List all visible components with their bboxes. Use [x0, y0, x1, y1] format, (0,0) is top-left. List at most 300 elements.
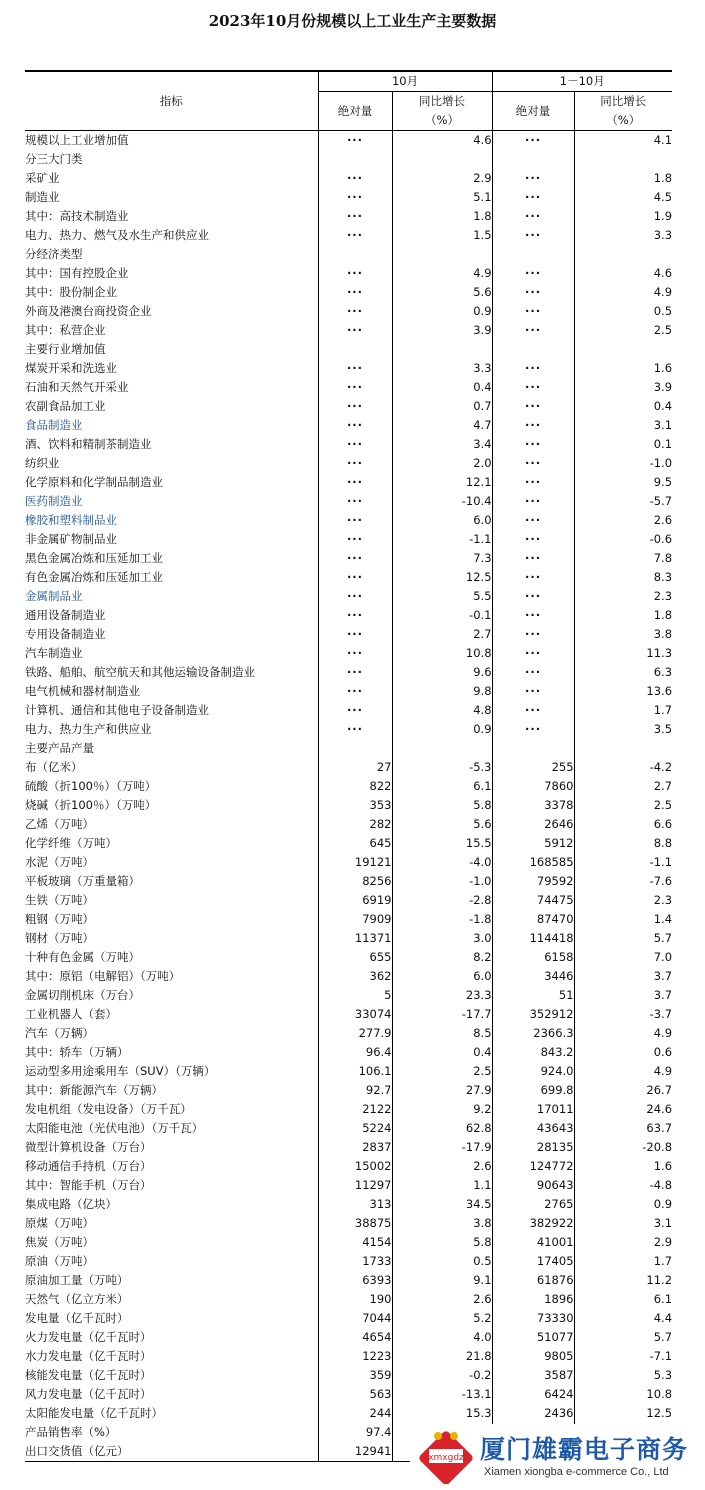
- watermark: [410, 1424, 705, 1490]
- table-row: [25, 834, 672, 853]
- month-yoy-cell: 4.8: [392, 701, 492, 720]
- month-absolute-cell: 359: [318, 1366, 392, 1385]
- month-yoy-cell: 4.6: [392, 131, 492, 151]
- month-absolute-cell: 27: [318, 758, 392, 777]
- table-row: [25, 910, 672, 929]
- cumulative-yoy-cell: -3.7: [574, 1005, 672, 1024]
- table-row: [25, 378, 672, 397]
- table-row: [25, 511, 672, 530]
- cumulative-absolute-cell: 9805: [492, 1347, 574, 1366]
- row-label: 粗钢（万吨）: [25, 912, 94, 926]
- cumulative-yoy-cell: 1.8: [574, 606, 672, 625]
- month-absolute-cell: [318, 150, 392, 169]
- row-label[interactable]: 医药制造业: [25, 494, 83, 508]
- month-absolute-cell: 12941: [318, 1442, 392, 1462]
- month-yoy-cell: 3.8: [392, 1214, 492, 1233]
- table-row: [25, 283, 672, 302]
- row-label: 其中：高技术制造业: [25, 209, 129, 223]
- table-row: [25, 1366, 672, 1385]
- month-yoy-cell: 3.9: [392, 321, 492, 340]
- table-row: [25, 1347, 672, 1366]
- cumulative-yoy-cell: -7.6: [574, 872, 672, 891]
- row-label: 原油（万吨）: [25, 1254, 94, 1268]
- month-yoy-cell: 12.1: [392, 473, 492, 492]
- cumulative-absolute-cell: ···: [492, 131, 574, 151]
- row-label: 化学纤维（万吨）: [25, 836, 117, 850]
- cumulative-yoy-cell: 24.6: [574, 1100, 672, 1119]
- month-yoy-cell: 34.5: [392, 1195, 492, 1214]
- row-label: 煤炭开采和洗选业: [25, 361, 117, 375]
- cumulative-absolute-cell: [492, 739, 574, 758]
- cumulative-yoy-cell: -4.8: [574, 1176, 672, 1195]
- row-label: 生铁（万吨）: [25, 893, 94, 907]
- cumulative-yoy-cell: 11.2: [574, 1271, 672, 1290]
- table-row: [25, 1328, 672, 1347]
- row-label[interactable]: 橡胶和塑料制品业: [25, 513, 117, 527]
- cumulative-absolute-cell: [492, 340, 574, 359]
- table-row: [25, 1081, 672, 1100]
- cumulative-yoy-cell: 5.7: [574, 929, 672, 948]
- table-row: [25, 1195, 672, 1214]
- cumulative-absolute-cell: 352912: [492, 1005, 574, 1024]
- cumulative-absolute-cell: 41001: [492, 1233, 574, 1252]
- table-row: [25, 245, 672, 264]
- month-absolute-cell: 5: [318, 986, 392, 1005]
- cumulative-yoy-cell: 1.8: [574, 169, 672, 188]
- month-absolute-cell: 15002: [318, 1157, 392, 1176]
- month-yoy-cell: 4.9: [392, 264, 492, 283]
- month-absolute-cell: [318, 739, 392, 758]
- header-cumulative: 1－10月: [492, 71, 672, 92]
- cumulative-absolute-cell: ···: [492, 701, 574, 720]
- table-row: [25, 587, 672, 606]
- header-abs-cumulative: 绝对量: [492, 92, 574, 131]
- month-yoy-cell: 5.8: [392, 1233, 492, 1252]
- month-yoy-cell: -1.8: [392, 910, 492, 929]
- data-table: [25, 70, 672, 1462]
- month-yoy-cell: 2.6: [392, 1290, 492, 1309]
- cumulative-yoy-cell: -1.0: [574, 454, 672, 473]
- month-yoy-cell: 2.9: [392, 169, 492, 188]
- table-row: [25, 1404, 672, 1423]
- month-absolute-cell: 353: [318, 796, 392, 815]
- table-row: [25, 207, 672, 226]
- table-row: [25, 1385, 672, 1404]
- month-absolute-cell: ···: [318, 530, 392, 549]
- cumulative-absolute-cell: 2436: [492, 1404, 574, 1423]
- table-row: [25, 359, 672, 378]
- table-row: [25, 777, 672, 796]
- month-yoy-cell: 0.7: [392, 397, 492, 416]
- table-row: [25, 150, 672, 169]
- month-absolute-cell: 11297: [318, 1176, 392, 1195]
- row-label: 太阳能电池（光伏电池）（万千瓦）: [25, 1121, 204, 1135]
- month-absolute-cell: ···: [318, 188, 392, 207]
- row-label: 分三大门类: [25, 152, 83, 166]
- cumulative-absolute-cell: 2366.3: [492, 1024, 574, 1043]
- month-absolute-cell: 313: [318, 1195, 392, 1214]
- cumulative-yoy-cell: 6.3: [574, 663, 672, 682]
- month-absolute-cell: ···: [318, 283, 392, 302]
- month-absolute-cell: 282: [318, 815, 392, 834]
- month-absolute-cell: 4154: [318, 1233, 392, 1252]
- month-absolute-cell: 655: [318, 948, 392, 967]
- month-absolute-cell: ···: [318, 131, 392, 151]
- month-yoy-cell: -17.9: [392, 1138, 492, 1157]
- row-label: 运动型多用途乘用车（SUV）（万辆）: [25, 1064, 216, 1078]
- month-absolute-cell: 1223: [318, 1347, 392, 1366]
- cumulative-absolute-cell: 17405: [492, 1252, 574, 1271]
- table-row: [25, 568, 672, 587]
- table-row: [25, 1233, 672, 1252]
- month-yoy-cell: 9.1: [392, 1271, 492, 1290]
- table-row: [25, 1252, 672, 1271]
- table-row: [25, 435, 672, 454]
- cumulative-yoy-cell: -5.7: [574, 492, 672, 511]
- row-label: 水力发电量（亿千瓦时）: [25, 1349, 152, 1363]
- month-yoy-cell: -1.1: [392, 530, 492, 549]
- table-row: [25, 739, 672, 758]
- month-yoy-cell: 15.5: [392, 834, 492, 853]
- month-yoy-cell: 7.3: [392, 549, 492, 568]
- month-absolute-cell: [318, 340, 392, 359]
- page-title: 2023年10月份规模以上工业生产主要数据: [208, 12, 497, 30]
- cumulative-absolute-cell: ···: [492, 283, 574, 302]
- cumulative-absolute-cell: 114418: [492, 929, 574, 948]
- cumulative-yoy-cell: [574, 245, 672, 264]
- cumulative-yoy-cell: 3.5: [574, 720, 672, 739]
- cumulative-absolute-cell: ···: [492, 568, 574, 587]
- cumulative-yoy-cell: -4.2: [574, 758, 672, 777]
- month-absolute-cell: ···: [318, 568, 392, 587]
- month-yoy-cell: 62.8: [392, 1119, 492, 1138]
- month-yoy-cell: 0.5: [392, 1252, 492, 1271]
- row-label: 汽车（万辆）: [25, 1026, 94, 1040]
- month-absolute-cell: 822: [318, 777, 392, 796]
- cumulative-yoy-cell: 4.5: [574, 188, 672, 207]
- row-label: 石油和天然气开采业: [25, 380, 129, 394]
- month-absolute-cell: 2837: [318, 1138, 392, 1157]
- month-yoy-cell: 5.6: [392, 815, 492, 834]
- month-absolute-cell: 645: [318, 834, 392, 853]
- table-row: [25, 1043, 672, 1062]
- row-label: 风力发电量（亿千瓦时）: [25, 1387, 152, 1401]
- cumulative-absolute-cell: ···: [492, 663, 574, 682]
- month-yoy-cell: -5.3: [392, 758, 492, 777]
- cumulative-yoy-cell: 0.6: [574, 1043, 672, 1062]
- cumulative-yoy-cell: 3.8: [574, 625, 672, 644]
- cumulative-yoy-cell: 6.6: [574, 815, 672, 834]
- cumulative-yoy-cell: 13.6: [574, 682, 672, 701]
- cumulative-yoy-cell: 4.9: [574, 283, 672, 302]
- month-absolute-cell: [318, 245, 392, 264]
- table-row: [25, 302, 672, 321]
- table-row: [25, 701, 672, 720]
- table-row: [25, 1309, 672, 1328]
- month-yoy-cell: 2.0: [392, 454, 492, 473]
- table-row: [25, 416, 672, 435]
- cumulative-yoy-cell: 11.3: [574, 644, 672, 663]
- table-row: [25, 663, 672, 682]
- row-label: 焦炭（万吨）: [25, 1235, 94, 1249]
- row-label: 有色金属冶炼和压延加工业: [25, 570, 163, 584]
- row-label: 产品销售率（%）: [25, 1425, 117, 1439]
- month-yoy-cell: 3.3: [392, 359, 492, 378]
- row-label: 发电机组（发电设备）（万千瓦）: [25, 1102, 192, 1116]
- company-name-cn: 厦门雄霸电子商务: [480, 1435, 689, 1464]
- month-yoy-cell: 8.5: [392, 1024, 492, 1043]
- cumulative-absolute-cell: ···: [492, 207, 574, 226]
- row-label: 主要行业增加值: [25, 342, 106, 356]
- month-yoy-cell: 0.4: [392, 1043, 492, 1062]
- header-yoy-unit: （%）: [606, 113, 641, 127]
- table-row: [25, 948, 672, 967]
- cumulative-yoy-cell: 7.8: [574, 549, 672, 568]
- month-yoy-cell: 5.2: [392, 1309, 492, 1328]
- row-label: 外商及港澳台商投资企业: [25, 304, 152, 318]
- month-yoy-cell: -13.1: [392, 1385, 492, 1404]
- header-month: 10月: [318, 71, 492, 92]
- header-yoy-month: [392, 92, 492, 131]
- cumulative-yoy-cell: 4.9: [574, 1062, 672, 1081]
- company-logo: [418, 1428, 474, 1484]
- cumulative-absolute-cell: ···: [492, 378, 574, 397]
- table-row: [25, 967, 672, 986]
- cumulative-absolute-cell: 79592: [492, 872, 574, 891]
- cumulative-yoy-cell: 3.9: [574, 378, 672, 397]
- month-absolute-cell: 6393: [318, 1271, 392, 1290]
- month-yoy-cell: 3.4: [392, 435, 492, 454]
- row-label: 农副食品加工业: [25, 399, 106, 413]
- table-row: [25, 264, 672, 283]
- month-yoy-cell: 0.4: [392, 378, 492, 397]
- cumulative-yoy-cell: 12.5: [574, 1404, 672, 1423]
- row-label: 硫酸（折100％）（万吨）: [25, 779, 157, 793]
- cumulative-absolute-cell: [492, 150, 574, 169]
- month-absolute-cell: 92.7: [318, 1081, 392, 1100]
- row-label: 布（亿米）: [25, 760, 83, 774]
- month-yoy-cell: 4.7: [392, 416, 492, 435]
- month-yoy-cell: [392, 150, 492, 169]
- row-label: 其中：原铝（电解铝）（万吨）: [25, 969, 181, 983]
- cumulative-absolute-cell: ···: [492, 188, 574, 207]
- row-label: 工业机器人（套）: [25, 1007, 117, 1021]
- cumulative-yoy-cell: 4.9: [574, 1024, 672, 1043]
- cumulative-absolute-cell: ···: [492, 226, 574, 245]
- cumulative-yoy-cell: -1.1: [574, 853, 672, 872]
- month-yoy-cell: 6.1: [392, 777, 492, 796]
- row-label: 黑色金属冶炼和压延加工业: [25, 551, 163, 565]
- cumulative-absolute-cell: 1896: [492, 1290, 574, 1309]
- row-label: 核能发电量（亿千瓦时）: [25, 1368, 152, 1382]
- cumulative-yoy-cell: 2.5: [574, 321, 672, 340]
- month-absolute-cell: 244: [318, 1404, 392, 1423]
- cumulative-absolute-cell: 2646: [492, 815, 574, 834]
- month-yoy-cell: 3.0: [392, 929, 492, 948]
- cumulative-absolute-cell: ···: [492, 492, 574, 511]
- month-yoy-cell: -2.8: [392, 891, 492, 910]
- month-absolute-cell: 4654: [318, 1328, 392, 1347]
- month-yoy-cell: [392, 739, 492, 758]
- table-row: [25, 1157, 672, 1176]
- table-row: [25, 169, 672, 188]
- month-absolute-cell: ···: [318, 435, 392, 454]
- table-row: [25, 397, 672, 416]
- row-label: 太阳能发电量（亿千瓦时）: [25, 1406, 163, 1420]
- cumulative-yoy-cell: 4.4: [574, 1309, 672, 1328]
- row-label: 水泥（万吨）: [25, 855, 94, 869]
- month-absolute-cell: ···: [318, 682, 392, 701]
- month-absolute-cell: 1733: [318, 1252, 392, 1271]
- header-yoy-label: 同比增长: [419, 94, 465, 108]
- row-label[interactable]: 金属制品业: [25, 589, 83, 603]
- row-label: 火力发电量（亿千瓦时）: [25, 1330, 152, 1344]
- cumulative-absolute-cell: ···: [492, 644, 574, 663]
- table-row: [25, 1005, 672, 1024]
- row-label: 非金属矿物制品业: [25, 532, 117, 546]
- row-label: 集成电路（亿块）: [25, 1197, 117, 1211]
- month-yoy-cell: 6.0: [392, 967, 492, 986]
- month-yoy-cell: [392, 245, 492, 264]
- month-absolute-cell: ···: [318, 492, 392, 511]
- cumulative-absolute-cell: 6424: [492, 1385, 574, 1404]
- cumulative-absolute-cell: 5912: [492, 834, 574, 853]
- cumulative-absolute-cell: 3446: [492, 967, 574, 986]
- cumulative-absolute-cell: 2765: [492, 1195, 574, 1214]
- cumulative-absolute-cell: ···: [492, 511, 574, 530]
- row-label: 其中：私营企业: [25, 323, 106, 337]
- cumulative-absolute-cell: ···: [492, 530, 574, 549]
- cumulative-yoy-cell: 3.7: [574, 986, 672, 1005]
- cumulative-yoy-cell: 5.7: [574, 1328, 672, 1347]
- table-row: [25, 872, 672, 891]
- row-label: 钢材（万吨）: [25, 931, 94, 945]
- cumulative-yoy-cell: 63.7: [574, 1119, 672, 1138]
- cumulative-absolute-cell: 43643: [492, 1119, 574, 1138]
- cumulative-yoy-cell: 8.8: [574, 834, 672, 853]
- month-absolute-cell: 19121: [318, 853, 392, 872]
- month-absolute-cell: ···: [318, 207, 392, 226]
- table-row: [25, 1176, 672, 1195]
- cumulative-absolute-cell: 382922: [492, 1214, 574, 1233]
- row-label: 原油加工量（万吨）: [25, 1273, 129, 1287]
- table-row: [25, 796, 672, 815]
- cumulative-yoy-cell: 5.3: [574, 1366, 672, 1385]
- month-absolute-cell: ···: [318, 454, 392, 473]
- month-absolute-cell: ···: [318, 169, 392, 188]
- month-yoy-cell: 10.8: [392, 644, 492, 663]
- cumulative-yoy-cell: 1.7: [574, 1252, 672, 1271]
- month-yoy-cell: 5.5: [392, 587, 492, 606]
- cumulative-yoy-cell: 3.7: [574, 967, 672, 986]
- cumulative-absolute-cell: ···: [492, 549, 574, 568]
- table-row: [25, 1138, 672, 1157]
- month-yoy-cell: -1.0: [392, 872, 492, 891]
- table-row: [25, 1024, 672, 1043]
- month-absolute-cell: 563: [318, 1385, 392, 1404]
- cumulative-absolute-cell: ···: [492, 454, 574, 473]
- table-row: [25, 473, 672, 492]
- row-label: 烧碱（折100％）（万吨）: [25, 798, 157, 812]
- month-yoy-cell: 2.6: [392, 1157, 492, 1176]
- row-label: 制造业: [25, 190, 60, 204]
- month-absolute-cell: ···: [318, 663, 392, 682]
- cumulative-absolute-cell: ···: [492, 264, 574, 283]
- cumulative-absolute-cell: ···: [492, 720, 574, 739]
- month-yoy-cell: 0.9: [392, 720, 492, 739]
- month-absolute-cell: ···: [318, 321, 392, 340]
- month-yoy-cell: 9.2: [392, 1100, 492, 1119]
- month-yoy-cell: 4.0: [392, 1328, 492, 1347]
- header-yoy-cumulative: [574, 92, 672, 131]
- month-absolute-cell: 2122: [318, 1100, 392, 1119]
- month-yoy-cell: 27.9: [392, 1081, 492, 1100]
- cumulative-absolute-cell: ···: [492, 397, 574, 416]
- month-yoy-cell: 8.2: [392, 948, 492, 967]
- month-absolute-cell: ···: [318, 359, 392, 378]
- cumulative-yoy-cell: 0.1: [574, 435, 672, 454]
- cumulative-yoy-cell: 3.3: [574, 226, 672, 245]
- row-label: 酒、饮料和精制茶制造业: [25, 437, 152, 451]
- cumulative-absolute-cell: 843.2: [492, 1043, 574, 1062]
- table-row: [25, 1271, 672, 1290]
- month-absolute-cell: ···: [318, 644, 392, 663]
- cumulative-absolute-cell: 3378: [492, 796, 574, 815]
- row-label: 微型计算机设备（万台）: [25, 1140, 152, 1154]
- month-yoy-cell: 6.0: [392, 511, 492, 530]
- table-row: [25, 606, 672, 625]
- cumulative-yoy-cell: 3.1: [574, 416, 672, 435]
- month-yoy-cell: 2.5: [392, 1062, 492, 1081]
- cumulative-yoy-cell: -0.6: [574, 530, 672, 549]
- header-indicator: 指标: [25, 71, 318, 131]
- month-yoy-cell: [392, 340, 492, 359]
- cumulative-absolute-cell: ···: [492, 435, 574, 454]
- table-body: [25, 131, 672, 1462]
- month-absolute-cell: ···: [318, 397, 392, 416]
- row-label: 专用设备制造业: [25, 627, 106, 641]
- cumulative-yoy-cell: [574, 739, 672, 758]
- cumulative-yoy-cell: [574, 340, 672, 359]
- cumulative-yoy-cell: 1.6: [574, 359, 672, 378]
- table-row: [25, 1100, 672, 1119]
- month-yoy-cell: -17.7: [392, 1005, 492, 1024]
- table-row: [25, 891, 672, 910]
- cumulative-absolute-cell: 3587: [492, 1366, 574, 1385]
- row-label[interactable]: 食品制造业: [25, 418, 83, 432]
- cumulative-absolute-cell: 74475: [492, 891, 574, 910]
- row-label: 其中：智能手机（万台）: [25, 1178, 152, 1192]
- logo-text: xmxgdz: [428, 1453, 464, 1463]
- month-absolute-cell: 96.4: [318, 1043, 392, 1062]
- month-yoy-cell: 1.5: [392, 226, 492, 245]
- row-label: 十种有色金属（万吨）: [25, 950, 140, 964]
- cumulative-absolute-cell: 699.8: [492, 1081, 574, 1100]
- month-absolute-cell: ···: [318, 416, 392, 435]
- header-yoy-label: 同比增长: [600, 94, 647, 108]
- table-row: [25, 188, 672, 207]
- cumulative-absolute-cell: 51: [492, 986, 574, 1005]
- cumulative-absolute-cell: 90643: [492, 1176, 574, 1195]
- row-label: 平板玻璃（万重量箱）: [25, 874, 140, 888]
- cumulative-absolute-cell: 28135: [492, 1138, 574, 1157]
- month-absolute-cell: 5224: [318, 1119, 392, 1138]
- cumulative-yoy-cell: 1.9: [574, 207, 672, 226]
- row-label: 电力、热力生产和供应业: [25, 722, 152, 736]
- month-yoy-cell: 0.9: [392, 302, 492, 321]
- month-absolute-cell: 106.1: [318, 1062, 392, 1081]
- row-label: 其中：轿车（万辆）: [25, 1045, 129, 1059]
